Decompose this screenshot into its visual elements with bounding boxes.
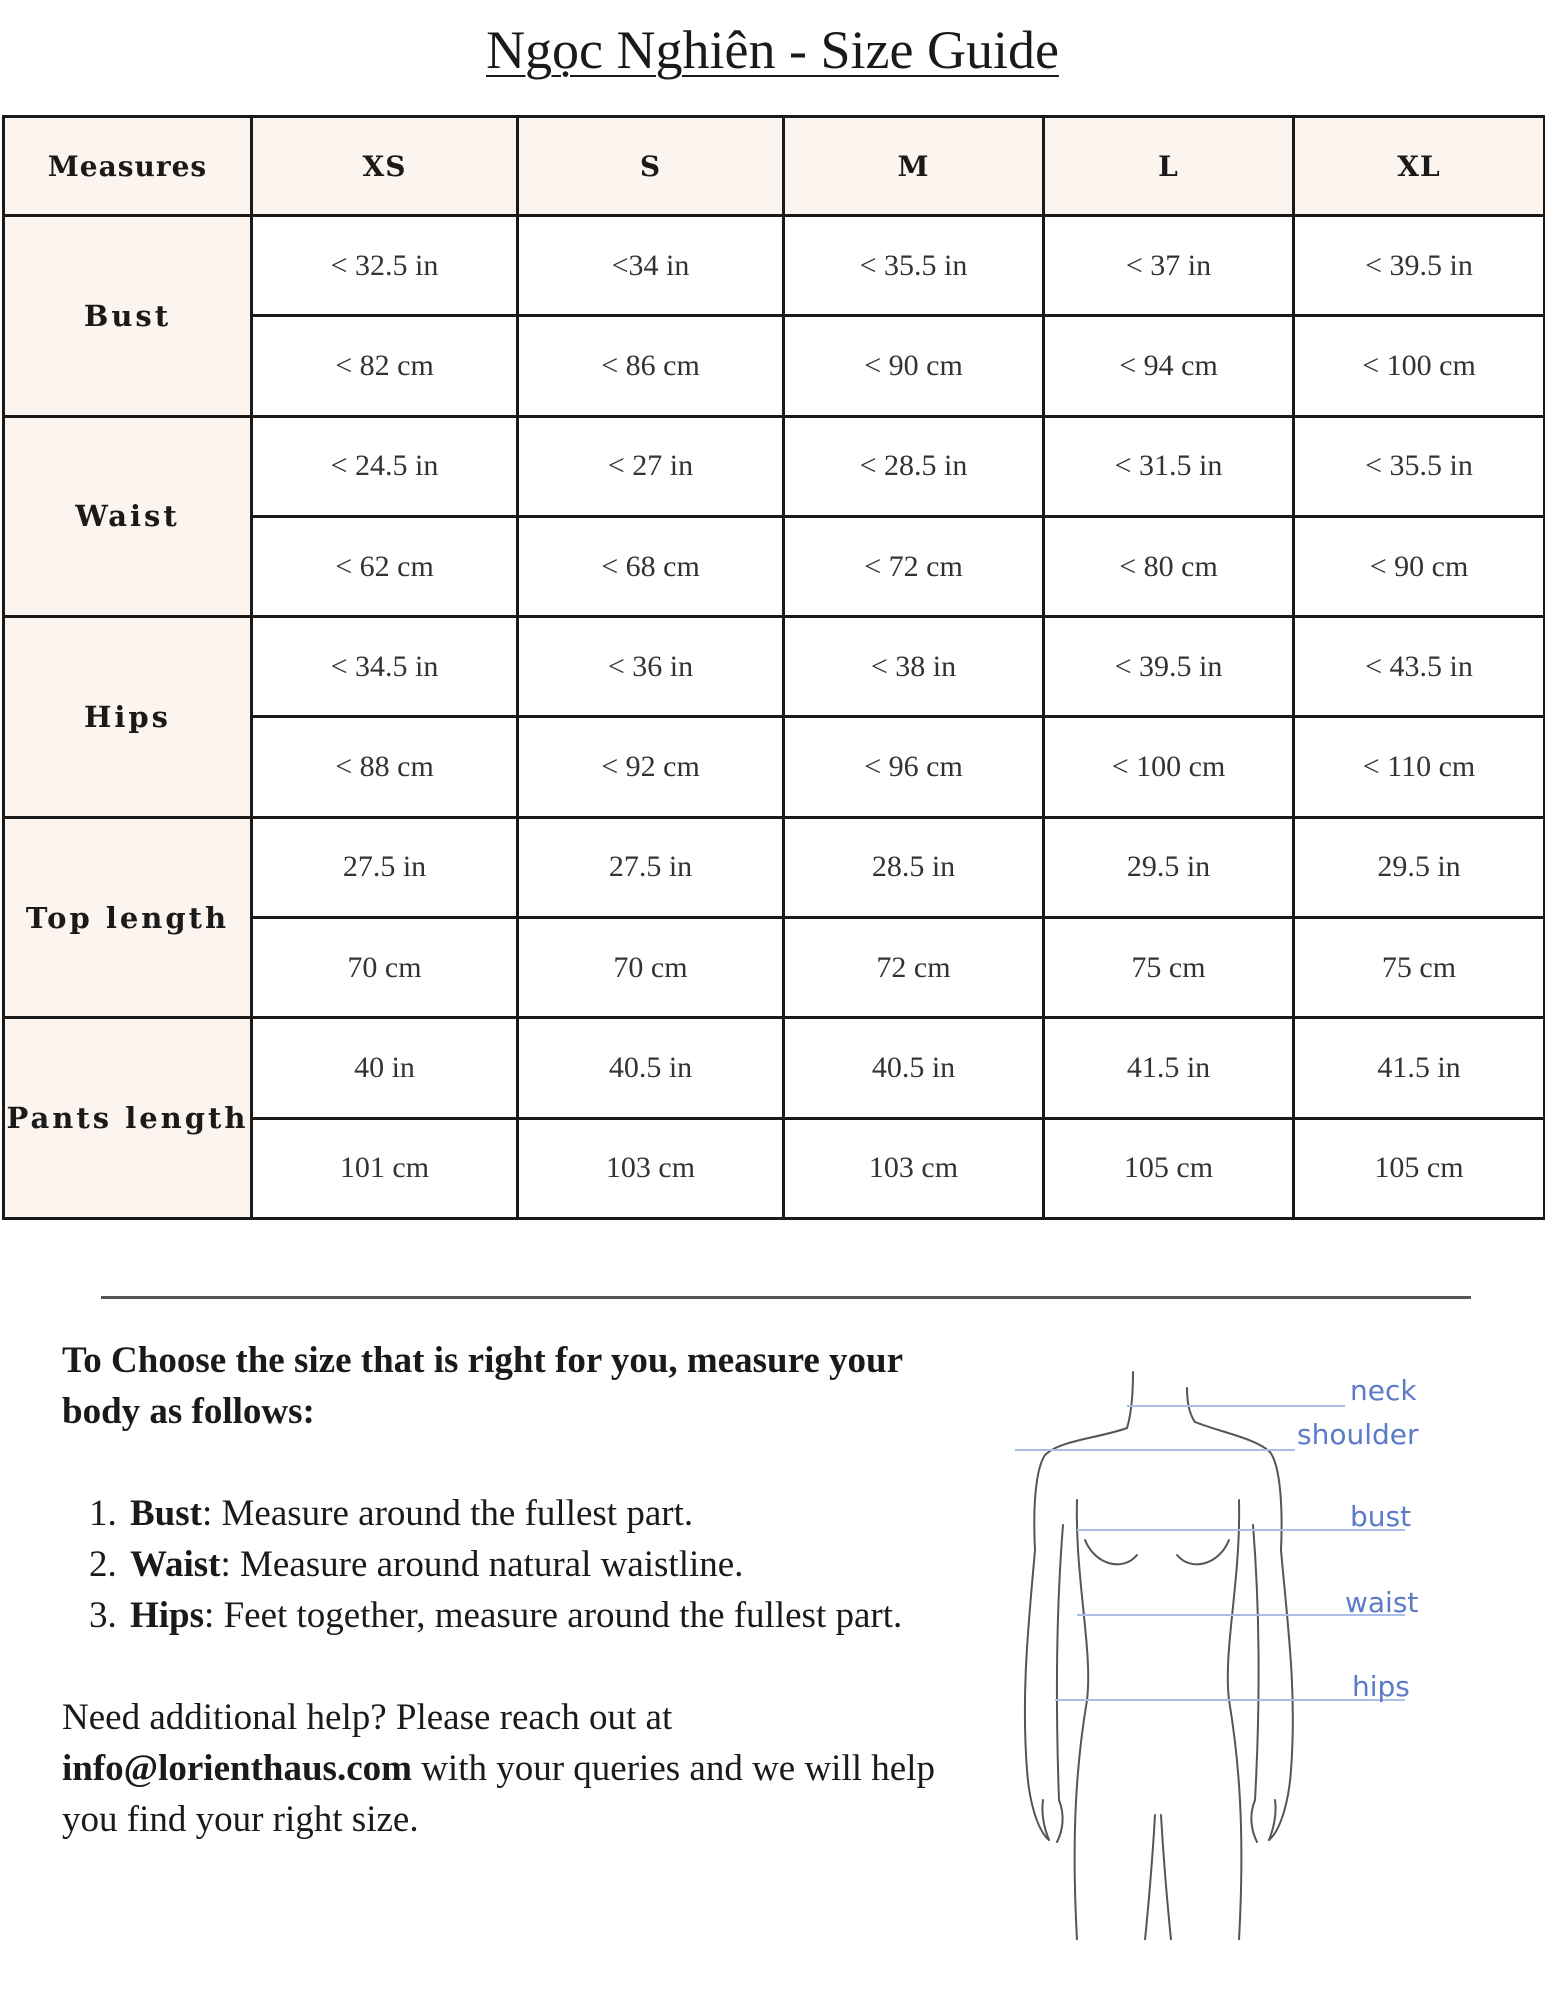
header-size-xl: XL bbox=[1294, 117, 1545, 216]
table-cell: < 90 cm bbox=[1294, 516, 1545, 616]
table-cell: 29.5 in bbox=[1044, 817, 1294, 917]
table-cell: < 68 cm bbox=[518, 516, 784, 616]
table-cell: 41.5 in bbox=[1044, 1018, 1294, 1118]
table-cell: < 24.5 in bbox=[252, 416, 518, 516]
table-cell: < 72 cm bbox=[784, 516, 1044, 616]
shoulder-label: shoulder bbox=[1297, 1418, 1419, 1451]
table-cell: 27.5 in bbox=[518, 817, 784, 917]
table-header-row bbox=[4, 117, 1545, 216]
help-text bbox=[62, 1692, 962, 1845]
measure-label-waist: Waist bbox=[4, 416, 252, 617]
table-cell: 29.5 in bbox=[1294, 817, 1545, 917]
instructions-intro: To Choose the size that is right for you, measure your body as follows: bbox=[62, 1340, 903, 1432]
table-cell: < 92 cm bbox=[518, 717, 784, 817]
table-cell: 101 cm bbox=[252, 1118, 518, 1218]
header-size-l: L bbox=[1044, 117, 1294, 216]
step-term: Bust bbox=[130, 1493, 202, 1534]
section-divider bbox=[101, 1296, 1471, 1299]
table-cell: < 31.5 in bbox=[1044, 416, 1294, 516]
header-size-m: M bbox=[784, 117, 1044, 216]
table-cell: < 35.5 in bbox=[1294, 416, 1545, 516]
help-text-before: Need additional help? Please reach out at bbox=[62, 1697, 673, 1738]
measuring-instructions bbox=[62, 1335, 962, 1845]
table-cell: 75 cm bbox=[1044, 918, 1294, 1018]
help-email-link[interactable]: info@lorienthaus.com bbox=[62, 1748, 412, 1789]
body-measurement-figure bbox=[1015, 1360, 1455, 1940]
size-table bbox=[2, 115, 1545, 1220]
table-cell: < 100 cm bbox=[1294, 316, 1545, 416]
hips-label: hips bbox=[1352, 1670, 1410, 1703]
list-item bbox=[126, 1590, 962, 1641]
step-text: : Measure around natural waistline. bbox=[220, 1544, 744, 1585]
table-cell: < 32.5 in bbox=[252, 216, 518, 316]
table-row bbox=[4, 1018, 1545, 1118]
table-row bbox=[4, 817, 1545, 917]
bust-label: bust bbox=[1350, 1500, 1412, 1533]
measuring-steps-list bbox=[62, 1488, 962, 1641]
table-cell: 27.5 in bbox=[252, 817, 518, 917]
table-cell: < 100 cm bbox=[1044, 717, 1294, 817]
measure-label-top-length: Top length bbox=[4, 817, 252, 1018]
table-cell: 40 in bbox=[252, 1018, 518, 1118]
table-cell: 28.5 in bbox=[784, 817, 1044, 917]
table-cell: 70 cm bbox=[518, 918, 784, 1018]
table-cell: 103 cm bbox=[518, 1118, 784, 1218]
table-cell: < 39.5 in bbox=[1044, 617, 1294, 717]
header-size-s: S bbox=[518, 117, 784, 216]
table-cell: < 90 cm bbox=[784, 316, 1044, 416]
waist-label: waist bbox=[1345, 1586, 1419, 1619]
measure-label-bust: Bust bbox=[4, 216, 252, 417]
table-cell: < 43.5 in bbox=[1294, 617, 1545, 717]
table-cell: < 28.5 in bbox=[784, 416, 1044, 516]
page-title: Ngọc Nghiên - Size Guide bbox=[486, 20, 1059, 80]
neck-label: neck bbox=[1350, 1374, 1417, 1407]
table-cell: 105 cm bbox=[1044, 1118, 1294, 1218]
table-cell: < 96 cm bbox=[784, 717, 1044, 817]
table-cell: < 39.5 in bbox=[1294, 216, 1545, 316]
table-cell: 40.5 in bbox=[518, 1018, 784, 1118]
table-cell: < 86 cm bbox=[518, 316, 784, 416]
step-term: Waist bbox=[130, 1544, 221, 1585]
list-item bbox=[126, 1488, 962, 1539]
table-cell: < 35.5 in bbox=[784, 216, 1044, 316]
table-row bbox=[4, 617, 1545, 717]
table-cell: < 62 cm bbox=[252, 516, 518, 616]
table-cell: < 88 cm bbox=[252, 717, 518, 817]
table-cell: < 82 cm bbox=[252, 316, 518, 416]
table-cell: < 34.5 in bbox=[252, 617, 518, 717]
table-row bbox=[4, 416, 1545, 516]
help-text-after: with your queries and we will help you find your right size. bbox=[62, 1748, 935, 1840]
step-text: : Feet together, measure around the fullest part. bbox=[204, 1595, 903, 1636]
table-cell: < 27 in bbox=[518, 416, 784, 516]
table-cell: 40.5 in bbox=[784, 1018, 1044, 1118]
table-cell: 75 cm bbox=[1294, 918, 1545, 1018]
table-cell: 72 cm bbox=[784, 918, 1044, 1018]
step-text: : Measure around the fullest part. bbox=[201, 1493, 694, 1534]
table-cell: <34 in bbox=[518, 216, 784, 316]
step-term: Hips bbox=[130, 1595, 205, 1636]
table-cell: < 110 cm bbox=[1294, 717, 1545, 817]
table-row bbox=[4, 216, 1545, 316]
list-item bbox=[126, 1539, 962, 1590]
table-cell: 105 cm bbox=[1294, 1118, 1545, 1218]
table-cell: 103 cm bbox=[784, 1118, 1044, 1218]
header-measures: Measures bbox=[4, 117, 252, 216]
table-cell: < 37 in bbox=[1044, 216, 1294, 316]
table-cell: < 36 in bbox=[518, 617, 784, 717]
table-cell: 70 cm bbox=[252, 918, 518, 1018]
measure-label-hips: Hips bbox=[4, 617, 252, 818]
table-cell: < 38 in bbox=[784, 617, 1044, 717]
header-size-xs: XS bbox=[252, 117, 518, 216]
table-cell: < 94 cm bbox=[1044, 316, 1294, 416]
table-cell: 41.5 in bbox=[1294, 1018, 1545, 1118]
body-outline bbox=[1025, 1372, 1293, 1940]
measure-label-pants-length: Pants length bbox=[4, 1018, 252, 1219]
table-cell: < 80 cm bbox=[1044, 516, 1294, 616]
